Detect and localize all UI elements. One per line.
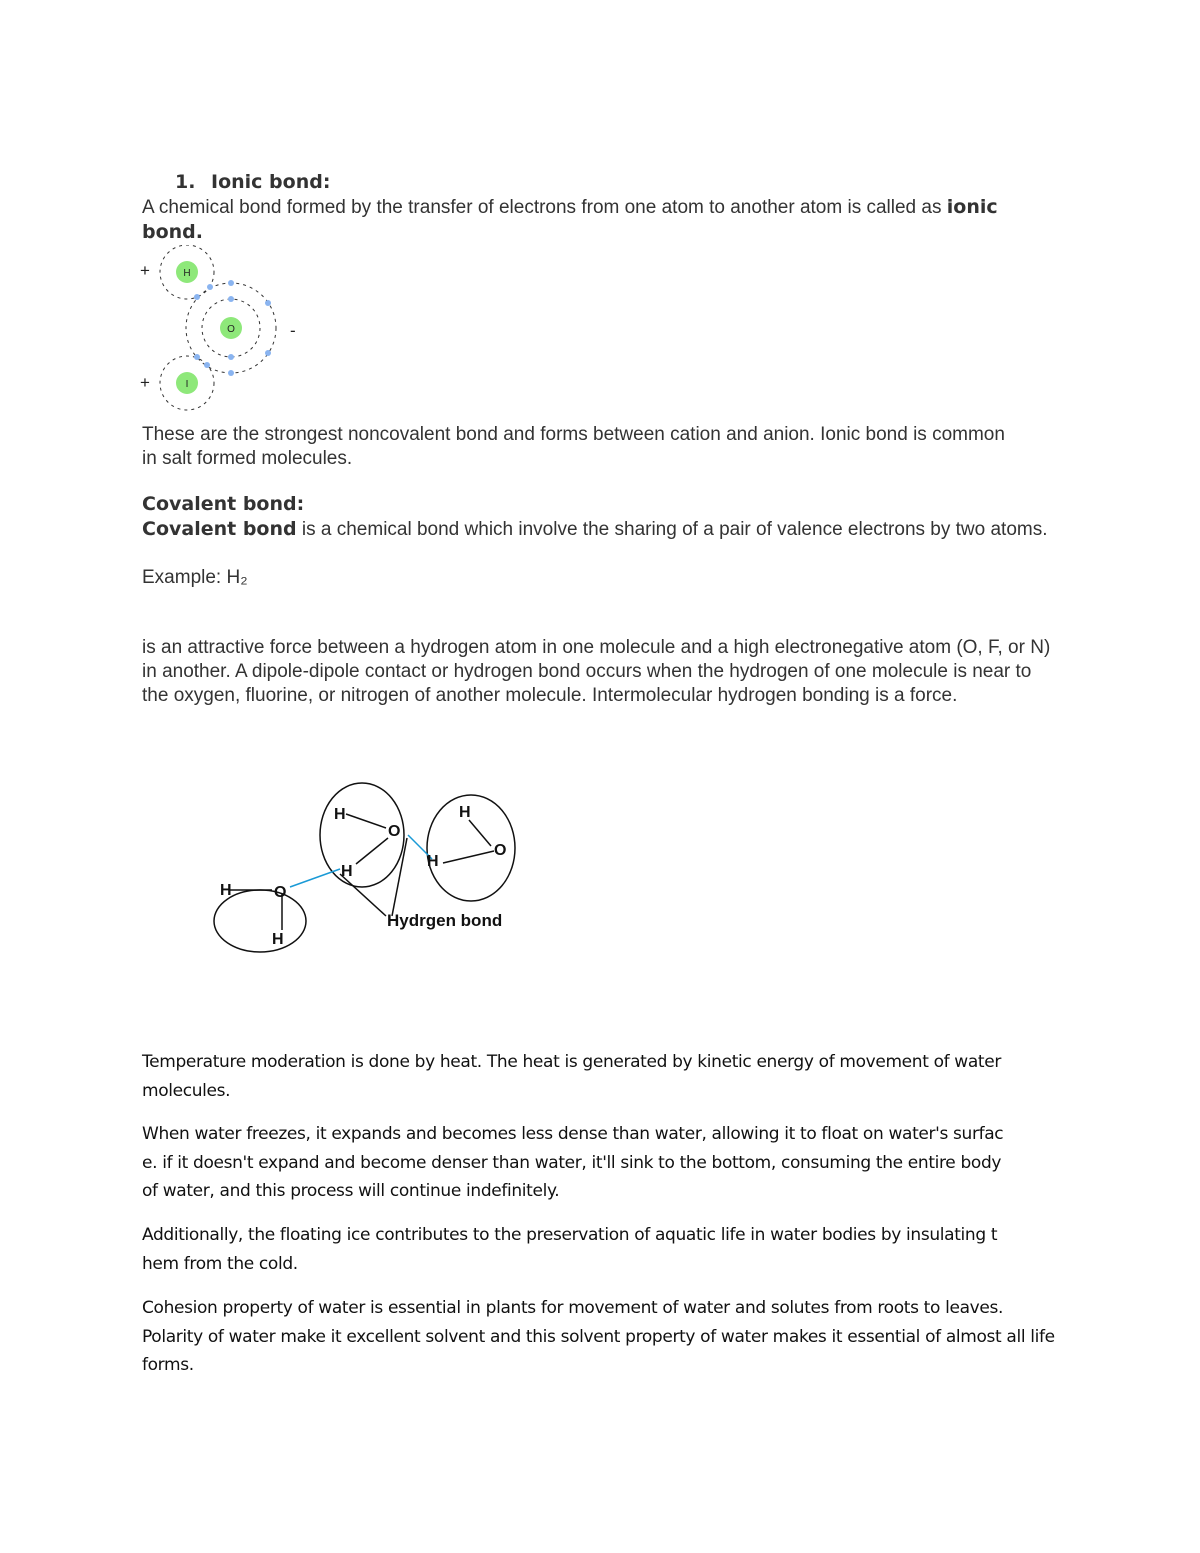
bond-line: [356, 838, 388, 864]
molecule-ellipse-left: [214, 890, 306, 952]
text-line: of water, and this process will continue indefinitely.: [142, 1181, 560, 1201]
cohesion-paragraph: Cohesion property of water is essential in plants for movement of water and solutes from roots to leaves. Polarity of water make it excellent solvent and this solvent property of water makes it essential of almost all life forms.: [142, 1298, 1055, 1375]
h-label: H: [183, 268, 191, 279]
pointer-line: [340, 874, 386, 916]
text-line: hem from the cold.: [142, 1253, 298, 1274]
atom-h: H: [334, 806, 346, 823]
ionic-description: These are the strongest noncovalent bond and forms between cation and anion. Ionic bond is common in salt formed molecules.: [142, 424, 1005, 469]
bond-line: [469, 820, 491, 846]
covalent-example: Example: H₂: [142, 567, 248, 588]
electron-dot: [228, 370, 234, 376]
atom-h: H: [341, 863, 353, 880]
electron-dot: [265, 300, 271, 306]
bond-line: [346, 814, 386, 828]
covalent-definition-text: is a chemical bond which involve the sharing of a pair of valence electrons by two atoms.: [296, 519, 1048, 540]
ionic-heading-text: Ionic bond:: [211, 171, 331, 193]
atom-h: H: [427, 853, 439, 870]
electron-dot: [228, 354, 234, 360]
text-line: When water freezes, it expands and becomes less dense than water, allowing it to float on water's surfac: [142, 1124, 1004, 1144]
ionic-definition-term: ionic bond.: [142, 196, 998, 243]
electron-dot: [207, 284, 213, 290]
atom-o: O: [388, 823, 401, 840]
charge-right: -: [290, 321, 296, 340]
charge-bottom: +: [140, 373, 150, 392]
covalent-definition: [142, 517, 1067, 542]
ionic-bond-diagram: [135, 245, 325, 420]
electron-dot: [228, 280, 234, 286]
hydrogen-bond-lines: [290, 835, 432, 887]
covalent-heading: Covalent bond:: [142, 493, 305, 515]
electron-dot: [265, 350, 271, 356]
atom-o: O: [274, 884, 287, 901]
text-line: e. if it doesn't expand and become denser than water, it'll sink to the bottom, consuming the entire body: [142, 1152, 1002, 1173]
i-label: I: [185, 379, 189, 390]
text-line: Additionally, the floating ice contributes to the preservation of aquatic life in water bodies by insulating t: [142, 1225, 998, 1245]
hydrogen-bond-diagram: [210, 780, 530, 960]
temperature-paragraph: Temperature moderation is done by heat. The heat is generated by kinetic energy of movement of water molecules.: [142, 1052, 1001, 1101]
atom-h: H: [459, 804, 471, 821]
electron-dot: [204, 362, 210, 368]
hydrogen-bond-line: [290, 869, 340, 887]
ice-paragraph: [142, 1221, 1082, 1278]
atom-h: H: [272, 931, 284, 948]
o-label: O: [227, 324, 235, 335]
bond-line: [443, 851, 494, 863]
ionic-definition-text: A chemical bond formed by the transfer of electrons from one atom to another atom is called as: [142, 197, 942, 218]
pointer-line: [392, 838, 407, 916]
ionic-definition: [142, 195, 1002, 245]
freezing-paragraph: [142, 1120, 1082, 1206]
hydrogen-bond-description: is an attractive force between a hydrogen atom in one molecule and a high electronegative atom (O, F, or N) in another. A dipole-dipole contact or hydrogen bond occurs when the hydrogen of one molecule is near to the oxygen, fluorine, or nitrogen of another molecule. Intermolecular hydrogen bonding is a force.: [142, 637, 1051, 706]
ionic-heading: [175, 170, 330, 194]
list-number: 1.: [175, 171, 196, 193]
covalent-term: Covalent bond: [142, 518, 297, 540]
electron-dot: [228, 296, 234, 302]
electron-dot: [194, 354, 200, 360]
atom-o: O: [494, 842, 507, 859]
electron-dot: [194, 294, 200, 300]
atom-h: H: [220, 882, 232, 899]
charge-top: +: [140, 261, 150, 280]
hydrogen-bond-label: Hydrgen bond: [387, 911, 503, 930]
